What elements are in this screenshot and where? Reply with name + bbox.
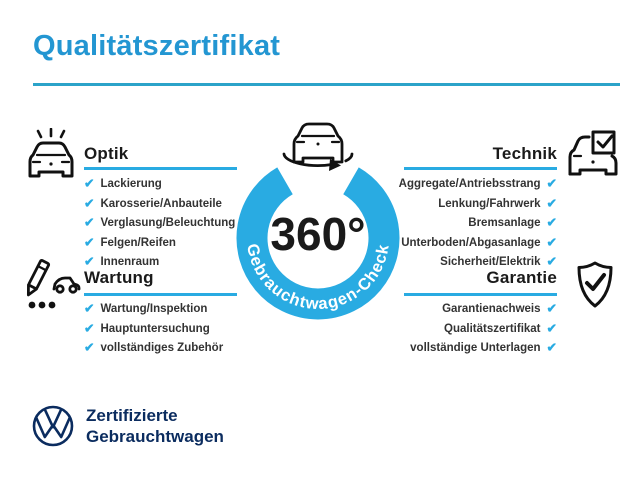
title-divider — [33, 83, 620, 86]
360-label: 360° — [270, 208, 366, 260]
list-item — [399, 178, 557, 191]
list-item-label: Unterboden/Abgasanlage — [401, 236, 541, 249]
page-title: Qualitätszertifikat — [33, 30, 281, 62]
list-item-label: Karosserie/Anbauteile — [100, 197, 222, 210]
car-checkbox-icon — [566, 130, 618, 178]
car-shine-icon — [24, 128, 78, 180]
list-item — [468, 217, 557, 230]
section-title-wartung: Wartung — [84, 268, 154, 287]
list-item-label: Sicherheit/Elektrik — [440, 256, 541, 269]
section-rule-technik — [404, 167, 557, 170]
list-item-label: Innenraum — [100, 256, 160, 269]
list-item-label: Garantienachweis — [442, 303, 541, 316]
shield-check-icon — [573, 260, 617, 310]
section-title-technik: Technik — [492, 144, 557, 163]
vw-logo — [31, 404, 75, 448]
section-title-optik: Optik — [84, 144, 129, 163]
check-icon: ✔ — [84, 301, 95, 316]
car-rotate-icon — [284, 124, 352, 171]
check-icon: ✔ — [546, 215, 557, 230]
list-item — [84, 303, 207, 316]
list-item-label: Bremsanlage — [468, 217, 541, 230]
list-item-label: Wartung/Inspektion — [100, 303, 208, 316]
list-item-label: Verglasung/Beleuchtung — [100, 217, 236, 230]
360-check-badge — [223, 118, 413, 333]
list-item — [438, 198, 557, 211]
check-icon: ✔ — [546, 340, 557, 355]
list-item — [442, 303, 557, 316]
section-rule-optik — [84, 167, 237, 170]
check-icon: ✔ — [84, 196, 95, 210]
check-icon: ✔ — [546, 196, 557, 210]
check-icon: ✔ — [546, 321, 557, 335]
check-icon: ✔ — [84, 176, 95, 191]
list-item-label: Aggregate/Antriebsstrang — [398, 178, 541, 191]
check-icon: ✔ — [84, 235, 95, 249]
list-item-label: Hauptuntersuchung — [100, 322, 210, 335]
list-item — [401, 237, 557, 250]
list-item — [84, 198, 222, 211]
footer-line-1: Zertifizierte — [86, 406, 178, 425]
section-rule-wartung — [84, 293, 237, 296]
list-item-label: Lackierung — [100, 178, 162, 191]
list-item-label: Lenkung/Fahrwerk — [438, 197, 541, 210]
list-item — [84, 342, 223, 355]
check-icon: ✔ — [546, 301, 557, 316]
garantie-checklist — [410, 303, 557, 355]
list-item-label: Qualitätszertifikat — [444, 322, 541, 335]
list-item — [410, 342, 557, 355]
list-item — [84, 323, 210, 336]
section-rule-garantie — [404, 293, 557, 296]
check-icon: ✔ — [546, 176, 557, 191]
list-item — [84, 237, 176, 250]
footer-line-2: Gebrauchtwagen — [86, 427, 224, 446]
ring-curved-label: Gebrauchtwagen-Check — [243, 242, 393, 314]
check-icon: ✔ — [84, 340, 95, 355]
list-item — [84, 178, 162, 191]
list-item-label: Felgen/Reifen — [100, 236, 176, 249]
list-item — [84, 217, 235, 230]
check-icon: ✔ — [546, 254, 557, 269]
list-item — [84, 256, 159, 269]
check-icon: ✔ — [84, 321, 95, 335]
list-item-label: vollständiges Zubehör — [100, 342, 224, 355]
list-item — [440, 256, 557, 269]
footer-brand-text — [86, 405, 224, 447]
list-item-label: vollständige Unterlagen — [410, 342, 541, 355]
wartung-checklist — [84, 303, 223, 355]
optik-checklist — [84, 178, 235, 269]
check-icon: ✔ — [84, 215, 95, 230]
check-icon: ✔ — [546, 235, 557, 249]
section-title-garantie: Garantie — [486, 268, 557, 287]
pencil-car-checklist-icon — [22, 258, 82, 312]
list-item — [444, 323, 557, 336]
technik-checklist — [399, 178, 557, 269]
check-icon: ✔ — [84, 254, 95, 269]
